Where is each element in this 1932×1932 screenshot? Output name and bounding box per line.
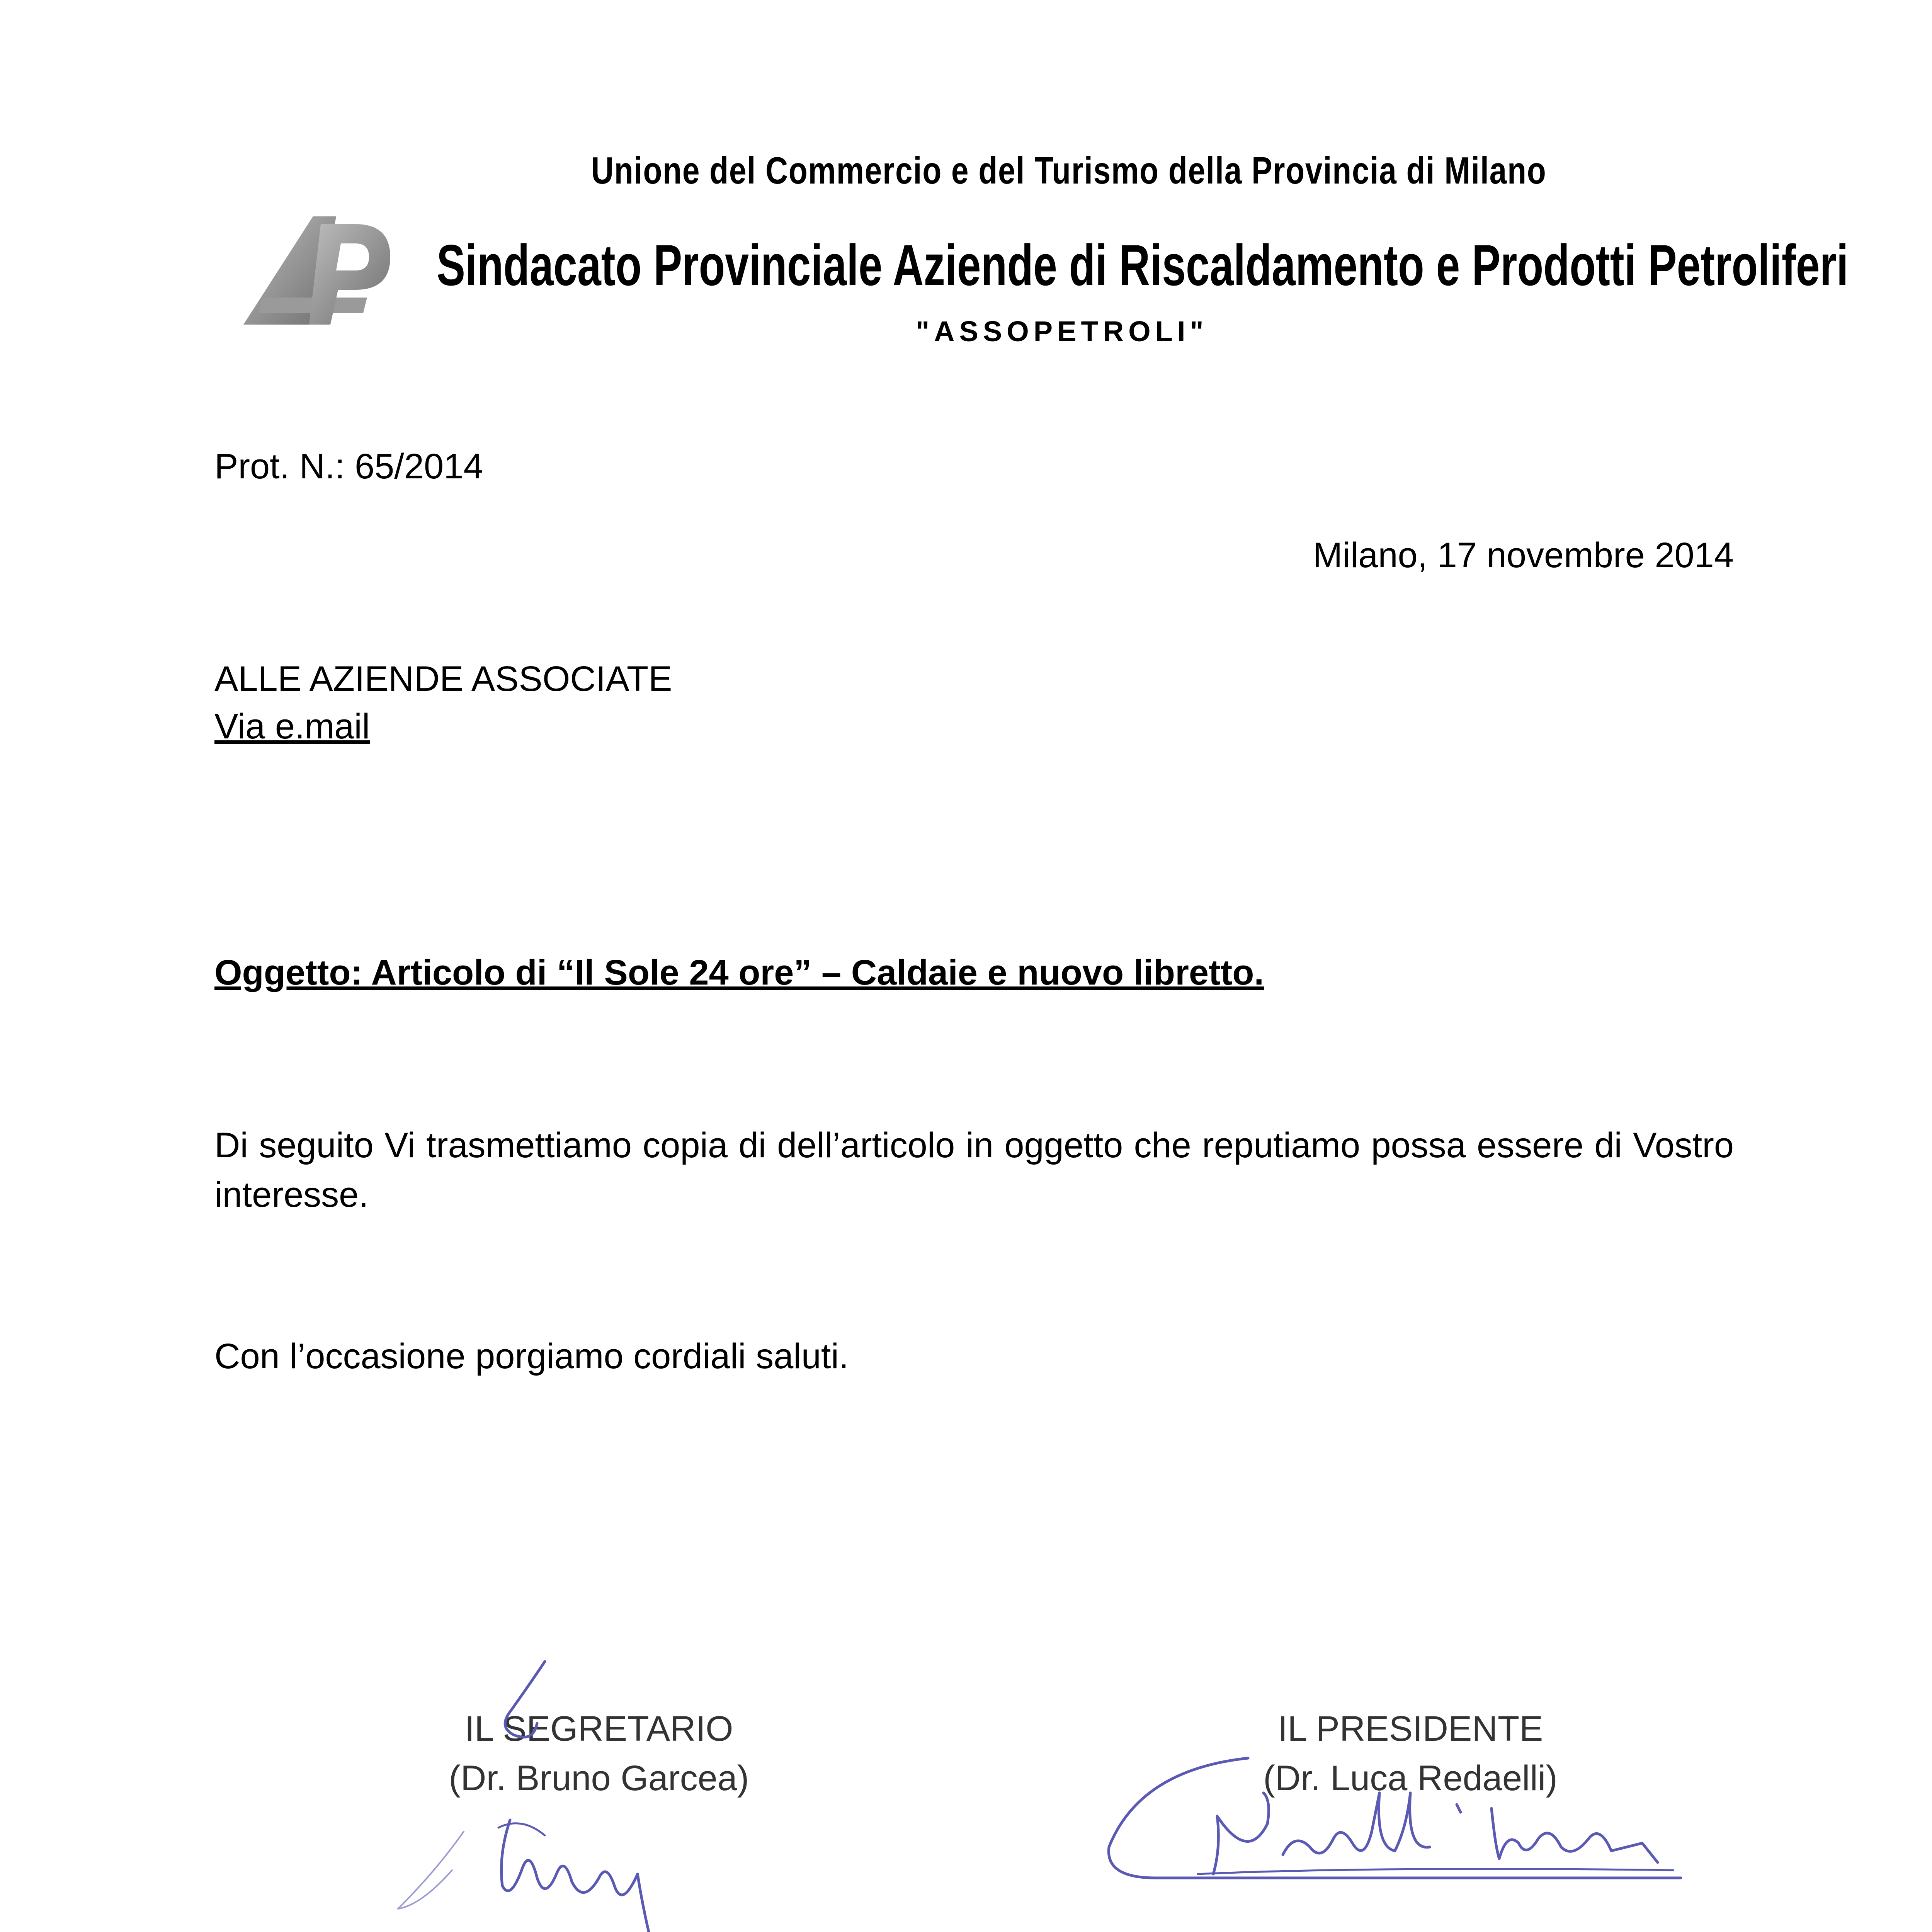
recipient-delivery: Via e.mail <box>214 707 370 746</box>
body-paragraph: Di seguito Vi trasmettiamo copia di dell’articolo in oggetto che reputiamo possa essere di Vostro interesse. <box>214 1126 1734 1214</box>
secretary-name: (Dr. Bruno Garcea) <box>449 1759 749 1798</box>
president-signature <box>1101 1747 1704 1917</box>
place-and-date: Milano, 17 novembre 2014 <box>1313 536 1734 575</box>
letterhead-assopetroli: "ASSOPETROLI" <box>916 315 1208 347</box>
secretary-role: IL SEGRETARIO <box>464 1709 733 1748</box>
secretary-signature <box>383 1654 750 1932</box>
letterhead-syndicate-name: Sindacato Provinciale Aziende di Riscaldamento e Prodotti Petroliferi <box>437 233 1849 298</box>
recipient-name: ALLE AZIENDE ASSOCIATE <box>214 659 672 699</box>
protocol-number: Prot. N.: 65/2014 <box>214 447 483 486</box>
assopetroli-logo <box>240 209 394 332</box>
president-role: IL PRESIDENTE <box>1277 1709 1543 1748</box>
closing-line: Con l’occasione porgiamo cordiali saluti. <box>214 1337 849 1376</box>
president-name: (Dr. Luca Redaelli) <box>1263 1759 1558 1798</box>
subject-line: Oggetto: Articolo di “Il Sole 24 ore” – Caldaie e nuovo libretto. <box>214 953 1264 992</box>
letterhead-union-name: Unione del Commercio e del Turismo della Provincia di Milano <box>591 149 1547 192</box>
